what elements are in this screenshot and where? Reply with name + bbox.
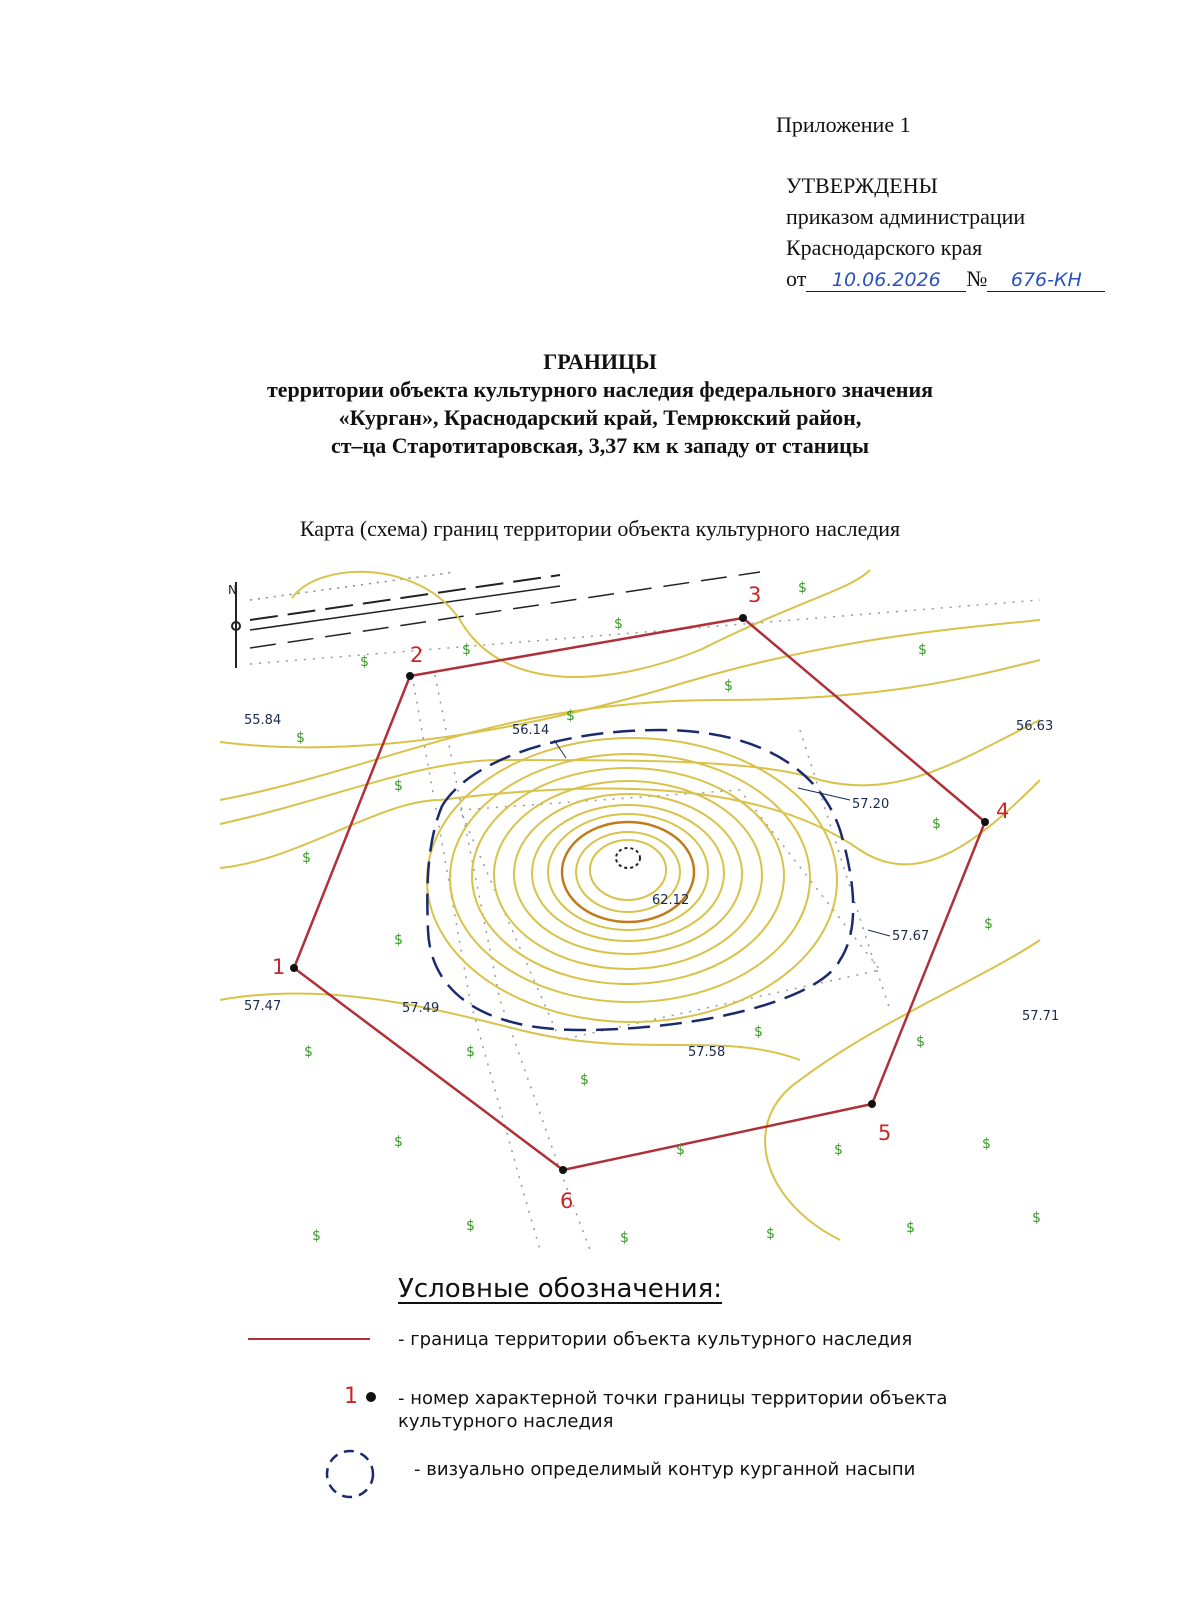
approval-date: 10.06.2026: [806, 269, 966, 292]
svg-text:$: $: [724, 678, 733, 694]
title-line-2: территории объекта культурного наследия федерального значения: [266, 377, 934, 402]
boundary-points: [290, 614, 989, 1174]
mound-contours: [427, 738, 837, 1022]
svg-text:$: $: [984, 916, 993, 932]
point-6-marker: [559, 1166, 567, 1174]
svg-text:$: $: [296, 730, 305, 746]
elevation-56-14: 56.14: [512, 723, 550, 738]
point-label-4: 4: [996, 799, 1010, 823]
elevation-57-47: 57.47: [244, 999, 282, 1014]
north-label: N: [228, 583, 237, 597]
approval-block: [786, 170, 1105, 294]
approved-line-3: Краснодарского края: [786, 235, 983, 260]
boundary-polygon: [294, 618, 985, 1170]
terrain-contours: [220, 570, 1040, 1240]
legend-point-number-symbol: 1: [344, 1384, 358, 1409]
elevation-57-20: 57.20: [852, 797, 890, 812]
elevation-62-12: 62.12: [652, 893, 690, 908]
svg-text:$: $: [982, 1136, 991, 1152]
svg-text:$: $: [466, 1218, 475, 1234]
title-line-3: «Курган», Краснодарский край, Темрюкский район,: [338, 405, 862, 430]
annex-label: Приложение 1: [776, 112, 911, 137]
elevation-marks: [244, 713, 1059, 1060]
svg-text:$: $: [394, 932, 403, 948]
point-label-6: 6: [560, 1189, 574, 1213]
legend-mound-outline-symbol: [322, 1446, 378, 1502]
svg-text:$: $: [394, 1134, 403, 1150]
svg-text:$: $: [906, 1220, 915, 1236]
point-label-1: 1: [272, 955, 286, 979]
svg-text:$: $: [360, 654, 369, 670]
elevation-57-67: 57.67: [892, 929, 930, 944]
number-prefix: №: [966, 266, 988, 291]
svg-text:$: $: [394, 778, 403, 794]
svg-text:$: $: [918, 642, 927, 658]
svg-text:$: $: [766, 1226, 775, 1242]
approved-title: УТВЕРЖДЕНЫ: [786, 173, 938, 198]
svg-text:$: $: [462, 642, 471, 658]
legend-item-mound: - визуально определимый контур курганной насыпи: [414, 1459, 916, 1480]
svg-text:$: $: [754, 1024, 763, 1040]
title-line-1: ГРАНИЦЫ: [543, 349, 657, 374]
legend-item-boundary: - граница территории объекта культурного наследия: [398, 1329, 913, 1350]
svg-text:$: $: [676, 1142, 685, 1158]
svg-text:$: $: [580, 1072, 589, 1088]
svg-text:$: $: [932, 816, 941, 832]
svg-text:$: $: [304, 1044, 313, 1060]
legend-item-point: - номер характерной точки границы территории объекта культурного наследия: [398, 1388, 948, 1432]
svg-text:$: $: [312, 1228, 321, 1244]
north-arrow: [228, 582, 240, 668]
elevation-57-58: 57.58: [688, 1045, 726, 1060]
svg-text:$: $: [1032, 1210, 1041, 1226]
date-prefix: от: [786, 266, 807, 291]
mound-outline: [427, 730, 853, 1030]
svg-text:$: $: [466, 1044, 475, 1060]
approved-line-2: приказом администрации: [786, 204, 1026, 229]
point-label-5: 5: [878, 1121, 892, 1145]
elevation-57-71: 57.71: [1022, 1009, 1060, 1024]
document-title: [0, 348, 1200, 460]
road-lines: [250, 572, 1040, 1250]
map-caption: Карта (схема) границ территории объекта культурного наследия: [299, 516, 901, 541]
boundary-map: [220, 566, 1070, 1256]
svg-text:$: $: [614, 616, 623, 632]
svg-text:$: $: [566, 708, 575, 724]
point-1-marker: [290, 964, 298, 972]
svg-text:$: $: [798, 580, 807, 596]
elevation-57-49: 57.49: [402, 1001, 440, 1016]
point-5-marker: [868, 1100, 876, 1108]
svg-text:$: $: [834, 1142, 843, 1158]
legend-point-dot-symbol: [366, 1392, 376, 1402]
point-label-3: 3: [748, 583, 762, 607]
elevation-56-63: 56.63: [1016, 719, 1054, 734]
point-4-marker: [981, 818, 989, 826]
svg-text:$: $: [302, 850, 311, 866]
point-3-marker: [739, 614, 747, 622]
legend-title: Условные обозначения:: [398, 1274, 723, 1304]
approval-number: 676-КН: [987, 269, 1105, 292]
svg-text:$: $: [620, 1230, 629, 1246]
elevation-55-84: 55.84: [244, 713, 282, 728]
svg-text:$: $: [916, 1034, 925, 1050]
point-2-marker: [406, 672, 414, 680]
point-label-2: 2: [410, 643, 424, 667]
approval-date-row: [786, 263, 1105, 294]
legend-boundary-line-symbol: [248, 1338, 370, 1340]
title-line-4: ст–ца Старотитаровская, 3,37 км к западу от станицы: [330, 433, 870, 458]
